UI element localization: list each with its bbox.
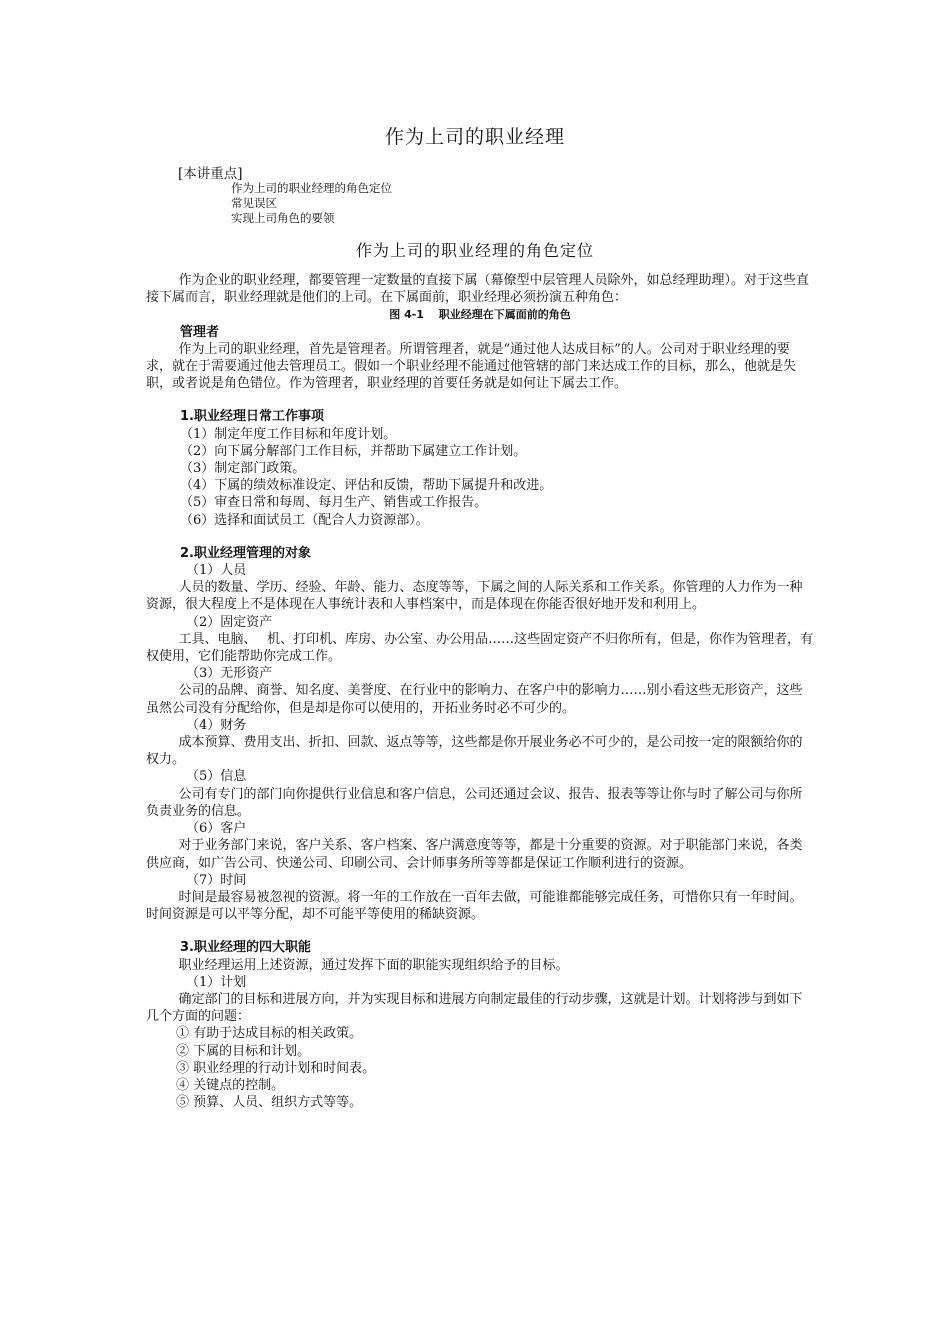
document-title: 作为上司的职业经理: [384, 126, 565, 148]
plan-item: ⑤ 预算、人员、组织方式等等。: [176, 1095, 363, 1111]
object-paragraph: 成本预算、费用支出、折扣、回款、返点等等，这些都是你开展业务必不可少的，是公司按一定的限额给你的权力。: [146, 735, 803, 768]
plan-label: （1）计划: [186, 974, 247, 990]
plan-item: ② 下属的目标和计划。: [176, 1043, 311, 1059]
list-item: （4）下属的绩效标准设定、评估和反馈，帮助下属提升和改进。: [180, 478, 553, 494]
functions-heading: 3.职业经理的四大职能: [180, 940, 311, 956]
list-item: （2）向下属分解部门工作目标，并帮助下属建立工作计划。: [180, 443, 527, 459]
object-label: （7）时间: [186, 872, 247, 888]
manager-paragraph: 作为上司的职业经理，首先是管理者。所谓管理者，就是“通过他人达成目标”的人。公司对于职业经理的要求，就在于需要通过他去管理员工。假如一个职业经理不能通过他管辖的部门来达成工作的目标，那么，他就是失职，或者说是角色错位。作为管理者，职业经理的首要任务就是如何让下属去工作。: [146, 341, 797, 392]
document-body: [146, 272, 814, 1111]
object-label: （2）固定资产: [186, 614, 273, 630]
intro-paragraph: 作为企业的职业经理，都要管理一定数量的直接下属（幕僚型中层管理人员除外，如总经理助理）。对于这些直接下属而言，职业经理就是他们的上司。在下属面前，职业经理必须扮演五种角色：: [146, 273, 810, 306]
object-label: （1）人员: [186, 563, 247, 579]
section-title: 作为上司的职业经理的角色定位: [355, 241, 594, 260]
object-label: （3）无形资产: [186, 666, 273, 682]
manager-heading: 管理者: [180, 324, 220, 340]
object-paragraph: 人员的数量、学历、经验、年龄、能力、态度等等，下属之间的人际关系和工作关系。你管理的人力作为一种资源，很大程度上不是体现在人事统计表和人事档案中，而是体现在你能否很好地开发和利用上。: [146, 580, 803, 613]
figure-caption: 图 4-1 职业经理在下属面前的角色: [389, 308, 571, 322]
list-item: （1）制定年度工作目标和年度计划。: [180, 426, 397, 442]
plan-item: ③ 职业经理的行动计划和时间表。: [176, 1060, 376, 1076]
list-item: （3）制定部门政策。: [180, 461, 306, 477]
object-paragraph: 时间是最容易被忽视的资源。将一年的工作放在一百年去做，可能谁都能够完成任务，可惜你只有一年时间。时间资源是可以平等分配，却不可能平等使用的稀缺资源。: [146, 889, 803, 923]
daily-work-heading: 1.职业经理日常工作事项: [180, 409, 324, 425]
object-label: （5）信息: [186, 769, 247, 785]
object-paragraph: 公司的品牌、商誉、知名度、美誉度、在行业中的影响力、在客户中的影响力……别小看这些无形资产，这些虽然公司没有分配给你，但是却是你可以使用的，开拓业务时必不可少的。: [146, 683, 803, 716]
list-item: （5）审查日常和每周、每月生产、销售或工作报告。: [180, 495, 488, 511]
plan-item: ① 有助于达成目标的相关政策。: [176, 1026, 363, 1042]
key-point-item: 常见误区: [231, 196, 277, 210]
objects-heading: 2.职业经理管理的对象: [180, 545, 311, 561]
functions-intro: 职业经理运用上述资源，通过发挥下面的职能实现组织给予的目标。: [178, 957, 569, 973]
key-point-item: 实现上司角色的要领: [231, 211, 335, 225]
object-paragraph: 公司有专门的部门向你提供行业信息和客户信息，公司还通过会议、报告、报表等等让你与时了解公司与你所负责业务的信息。: [146, 786, 803, 819]
plan-item: ④ 关键点的控制。: [176, 1077, 285, 1093]
object-paragraph: 对于业务部门来说，客户关系、客户档案、客户满意度等等，都是十分重要的资源。对于职能部门来说，各类供应商，如广告公司、快递公司、印刷公司、会计师事务所等等都是保证工作顺利进行的资源。: [146, 838, 803, 871]
list-item: （6）选择和面试员工（配合人力资源部）。: [180, 512, 429, 528]
key-points-header: [本讲重点]: [178, 166, 243, 182]
key-point-item: 作为上司的职业经理的角色定位: [231, 181, 392, 195]
plan-paragraph: 确定部门的目标和进展方向，并为实现目标和进展方向制定最佳的行动步骤，这就是计划。计划将涉与到如下几个方面的问题：: [146, 991, 803, 1025]
object-label: （6）客户: [186, 821, 247, 837]
object-label: （4）财务: [186, 717, 247, 733]
object-paragraph: 工具、电脑、 机、打印机、库房、办公室、办公用品……这些固定资产不归你所有，但是，你作为管理者，有权使用，它们能帮助你完成工作。: [146, 631, 814, 665]
